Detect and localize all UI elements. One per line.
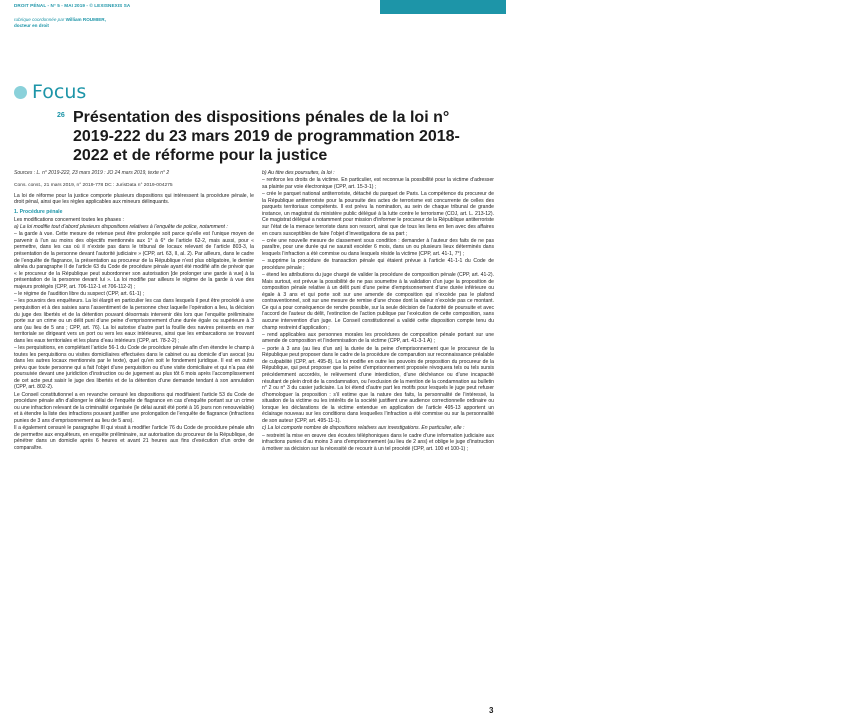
paragraph: – renforce les droits de la victime. En particulier, est reconnue la possibilité pour la victime d’adresser sa plainte par voie électronique (CPP, art. 15-3-1) ; <box>262 177 494 190</box>
rubrique-role: docteur en droit <box>14 23 49 28</box>
article-intro: La loi de réforme pour la justice comporte plusieurs dispositions qui intéressent la procédure pénale, le droit pénal, ainsi que les règles applicables aux mineurs délinquants. <box>14 192 254 206</box>
focus-dot-icon <box>14 86 27 99</box>
subsection-c: c) La loi comporte nombre de dispositions relatives aux investigations. En particulier, elle : <box>262 425 465 432</box>
paragraph: – le régime de l’audition libre du suspect (CPP, art. 61-1) ; <box>14 291 145 298</box>
rubrique-prefix: rubrique coordonnée par <box>14 17 66 22</box>
paragraph: – les perquisitions, en complétant l’article 56-1 du Code de procédure pénale afin d’en étendre le champ à toutes les perquisitions ou visites domiciliaires effectuées dans le cabinet ou au domicile d’un avocat (ou dans les autres locaux mentionnés par le texte), quel qu’en soit le fondement juridique. Il est en outre prévu que toute personne qui a fait l’objet d’une perquisition ou d’une visite domiciliaire et qui n’a pas été poursuivie devant une juridiction d’instruction ou de jugement au plus tôt 6 mois après l’accomplissement de cet acte peut saisir le juge des libertés et de la détention d’une demande tendant à son annulation (CPP, art. 802-2). <box>14 345 254 391</box>
article-number: 26 <box>57 112 65 119</box>
top-bar <box>0 0 850 14</box>
article-title: Présentation des dispositions pénales de la loi n° 2019-222 du 23 mars 2019 de programmation 2018-2022 et de réforme pour la justice <box>73 109 460 164</box>
paragraph: – porte à 3 ans (au lieu d’un an) la durée de la peine d’emprisonnement que le procureur de la République peut proposer dans le cadre de la procédure de comparution sur reconnaissance préalable de culpabilité (CPP, art. 495-8). La loi modifie en outre les pouvoirs de proposition du procureur de la République, qui peut proposer que la peine d’emprisonnement proposée révoquera tels ou tels sursis précédemment accordés, le relèvement d’une interdiction, d’une déchéance ou d’une incapacité résultant de plein droit de la condamnation, ou l’exclusion de la mention de la condamnation au bulletin n° 2 ou n° 3 du casier judiciaire. La loi étend d’autre part les motifs pour lesquels le juge peut refuser d’homologuer la proposition : s’il estime que la nature des faits, la personnalité de l’intéressé, la situation de la victime ou les intérêts de la société justifient une audience correctionnelle ordinaire ou lorsque les déclarations de la victime entendue en application de l’article 495-13 apportent un éclairage nouveau sur les conditions dans lesquelles l’infraction a été commise ou sur la personnalité de son auteur (CPP, art. 495-11-1). <box>262 345 494 424</box>
paragraph: – restreint la mise en œuvre des écoutes téléphoniques dans le cadre d’une information judiciaire aux infractions punies d’au moins 3 ans d’emprisonnement (au lieu de 2 ans) et oblige le juge d’instruction à motiver sa décision sur la nécessité de recourir à un tel procédé (CPP, art. 100 et 100-1) ; <box>262 432 494 452</box>
section-heading: 1. Procédure pénale <box>14 208 63 215</box>
paragraph: – supprime la procédure de transaction pénale qui étaient prévue à l’article 41-1-1 du Code de procédure pénale ; <box>262 258 494 271</box>
subsection-a: a) La loi modifie tout d’abord plusieurs dispositions relatives à l’enquête de police, notamment : <box>14 224 228 231</box>
section-label: ALERTES <box>800 1 850 12</box>
paragraph: Il a également censuré le paragraphe III qui visait à modifier l’article 76 du Code de procédure pénale afin de permettre aux enquêteurs, en enquête préliminaire, sur autorisation du procureur de la République, de pénétrer dans un domicile après 6 heures et avant 21 heures aux fins d’exécution d’un ordre de comparaître. <box>14 425 254 451</box>
right-column <box>262 170 494 453</box>
paragraph: – crée le parquet national antiterroriste, détaché du parquet de Paris. La compétence du procureur de la République antiterroriste pour la poursuite des actes de terrorisme est concurrente de celles des parquets territoriaux compétents. Il est prévu la nomination, au sein de chaque tribunal de grande instance, un magistrat du ministère public délégué à la lutte contre le terrorisme (COJ, art. L. 213-12). Ce magistrat délégué a notamment pour mission d’informer le procureur de la République antiterroriste sur l’état de la menace terroriste dans son ressort, ainsi que de tous les liens en lien avec des affaires en cours susceptibles de faire l’objet d’investigations de sa part ; <box>262 191 494 237</box>
paragraph: Le Conseil constitutionnel a en revanche censuré les dispositions qui modifiaient l’article 53 du Code de procédure pénale afin d’allonger le délai de l’enquête de flagrance en cas d’enquête portant sur un crime ou une infraction relevant de la criminalité organisée (le délai aurait été porté à 16 jours non renouvelable) et à étendre la liste des infractions pouvant justifier une prolongation de l’enquête de flagrance (infractions punies de 3 ans d’emprisonnement au lieu de 5 ans). <box>14 391 254 424</box>
page-number: 3 <box>489 706 494 715</box>
lead-paragraph: Les modifications concernent toutes les phases : <box>14 216 124 223</box>
left-column <box>14 183 254 452</box>
journal-reference: DROIT PÉNAL - N° 5 - MAI 2019 - © LEXISNEXIS SA <box>14 3 131 8</box>
rubrique-author: William ROUMIER, <box>65 17 106 22</box>
paragraph: – la garde à vue. Cette mesure de retenue peut être prolongée soit parce qu’elle est l’unique moyen de parvenir à l’un au moins des objectifs mentionnés aux 1° à 6° de l’article 62-2, mais aussi, pour « permettre, dans les cas où il n’existe pas dans le tribunal de locaux relevant de l’article 803-3, la présentation de la personne devant l’autorité judiciaire » (CPP, art. 63, II, al. 2). Par ailleurs, dans le cadre de l’enquête de flagrance, la présentation au procureur de la République n’est plus obligatoire, le dernier alinéa du paragraphe II de l’article 63 du Code de procédure pénale ayant été modifié afin de prévoir que « le procureur de la République peut subordonner son autorisation [de prolonger une garde à vue] à la présentation de la personne devant lui ». La loi modifie par ailleurs le régime de la garde à vue des majeurs protégés (CPP, art. 706-112-1 et 706-112-2) ; <box>14 231 254 290</box>
paragraph: – rend applicables aux personnes morales les procédures de composition pénale portant sur une amende de composition et l’indemnisation de la victime (CPP, art. 41-3-1 A) ; <box>262 331 494 345</box>
paragraph: – crée une nouvelle mesure de classement sous condition : demander à l’auteur des faits de ne pas paraître, pour une durée qui ne saurait excéder 6 mois, dans un ou plusieurs lieux déterminés dans lesquels l’infraction a été commise ou dans lesquels réside la victime (CPP, art. 41-1, 7°) ; <box>262 237 494 257</box>
cons-const-reference: Cons. const., 21 mars 2019, n° 2019-778 DC : JurisData n° 2019-004275 <box>14 183 173 188</box>
focus-label: Focus <box>32 81 87 103</box>
top-bar-left <box>0 0 380 14</box>
article-sources: Sources : L. n° 2019-222, 23 mars 2019 : JO 24 mars 2019, texte n° 2 <box>14 170 170 176</box>
subsection-b: b) Au titre des poursuites, la loi : <box>262 170 335 176</box>
section-banner <box>380 0 850 14</box>
paragraph: – étend les attributions du juge chargé de valider la procédure de composition pénale (CPP, art. 41-2). Mais surtout, est prévue la possibilité de ne pas soumettre à la validation d’un juge la proposition de composition pénale relative à un délit puni d’une peine d’emprisonnement d’une durée inférieure ou égale à 3 ans et qui porte soit sur une amende de composition qui n’excède pas le plafond contraventionnel, soit sur une mesure de remise d’une chose dont la valeur n’excède pas ce montant. Ce qui a pour conséquence de rendre possible, sur la seule décision de l’autorité de poursuite et avec l’accord de l’auteur du délit, l’extinction de l’action publique par l’exécution de cette composition, sans aucune intervention d’un juge. Le Conseil constitutionnel a validé cette disposition compte tenu du champ restreint d’application ; <box>262 272 494 331</box>
paragraph: – les pouvoirs des enquêteurs. La loi élargit en particulier les cas dans lesquels il peut être procédé à une perquisition et à des saisies sans l’assentiment de la personne chez laquelle l’opération a lieu, la décision du juge des libertés et de la détention pouvant désormais intervenir dès lors que l’enquête préliminaire porte sur un crime ou un délit puni d’une peine d’emprisonnement d’une durée égale ou supérieure à 3 ans (au lieu de 5 ans ; CPP, art. 76). La loi autorise d’autre part la fouille des navires présents en mer territoriale se dirigeant vers un port ou vers les eaux intérieures, ainsi que les embarcations se trouvant dans les eaux territoriales et les plans d’eau intérieurs (CPP, art. 78-2-2) ; <box>14 298 254 344</box>
rubrique-credit <box>14 17 106 29</box>
